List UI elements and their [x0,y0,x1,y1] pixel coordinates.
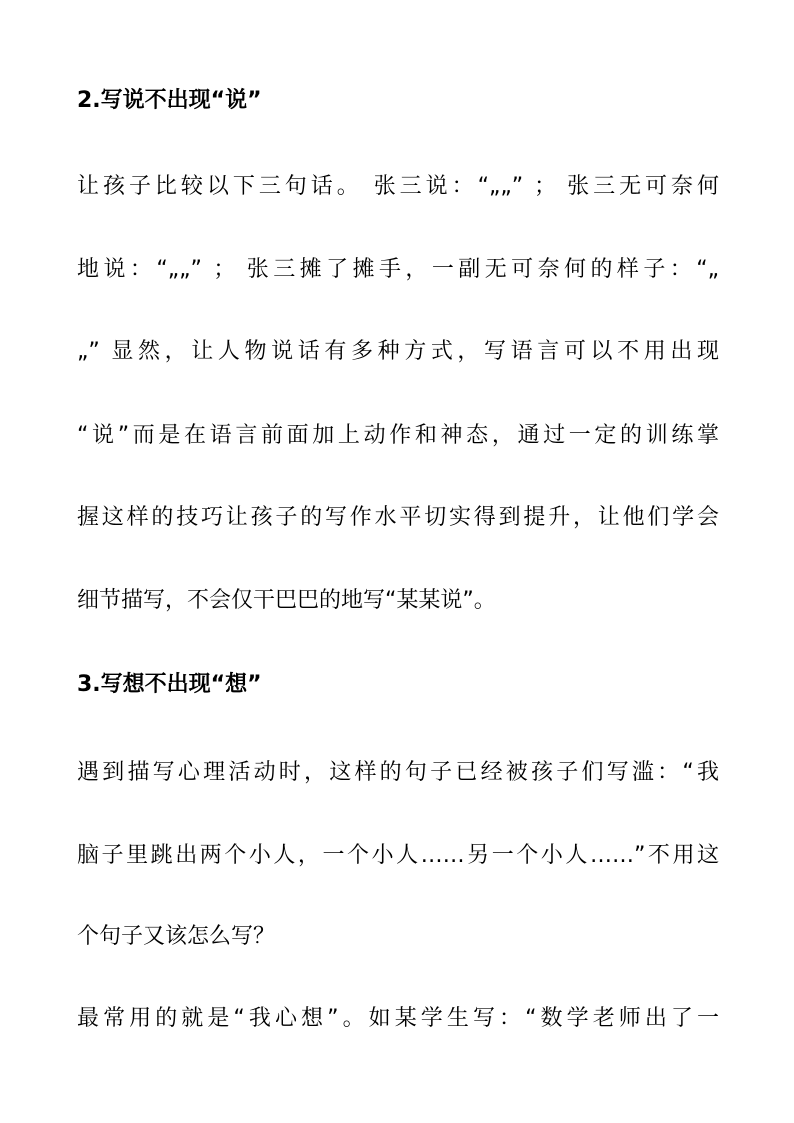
section-3-line-4: 最常用的就是“我心想”。如某学生写：“数学老师出了一 [77,1006,719,1031]
section-2-line-5: 握这样的技巧让孩子的写作水平切实得到提升，让他们学会 [77,505,719,530]
section-2-line-2: 地说：“„„” ； 张三摊了摊手，一副无可奈何的样子：“„ [77,257,719,282]
section-3-line-1: 遇到描写心理活动时，这样的句子已经被孩子们写滥：“我 [77,760,719,785]
section-3-line-2: 脑子里跳出两个小人，一个小人……另一个小人……”不用这 [77,843,719,868]
section-3-line-3: 个句子又该怎么写？ [77,924,276,949]
section-2-line-6: 细节描写，不会仅干巴巴的地写“某某说”。 [77,588,496,613]
section-2-line-1: 让孩子比较以下三句话。 张三说：“„„” ； 张三无可奈何 [77,174,719,199]
section-2-heading: 2.写说不出现“说” [77,88,262,113]
section-2-line-3: „” 显然，让人物说话有多种方式，写语言可以不用出现 [77,339,719,364]
section-3-heading: 3.写想不出现“想” [77,672,262,697]
section-2-line-4: “说”而是在语言前面加上动作和神态，通过一定的训练掌 [77,423,719,448]
